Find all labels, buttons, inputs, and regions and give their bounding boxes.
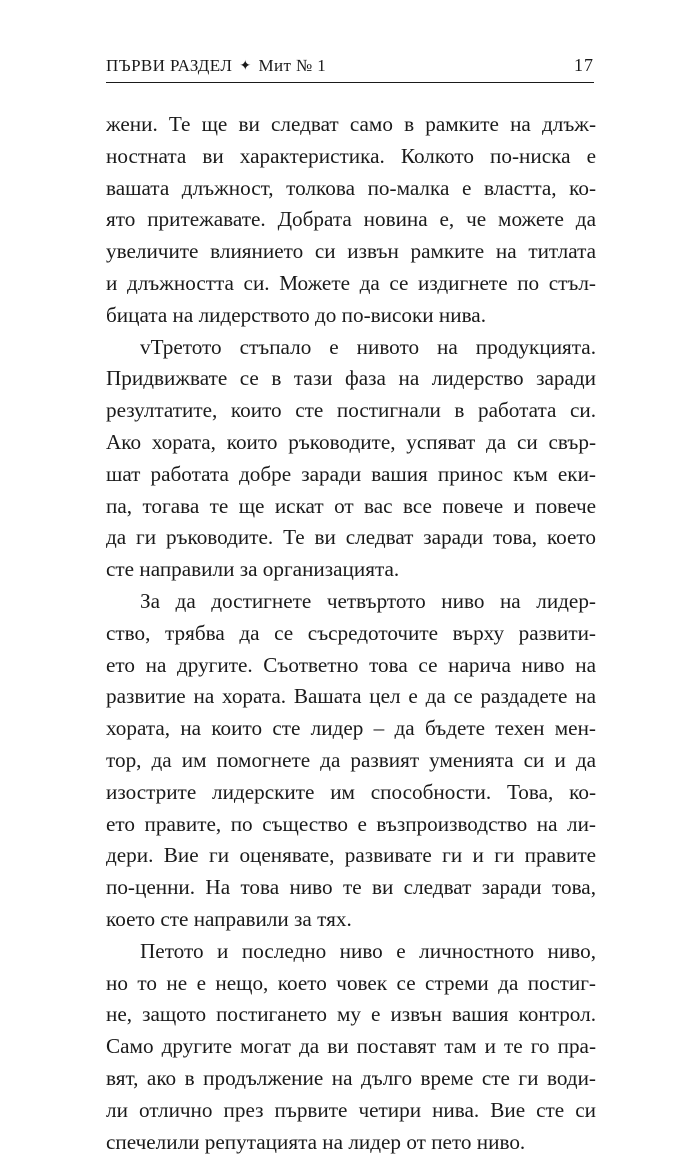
text-line: да ги ръководите. Те ви следват заради това, което xyxy=(106,525,596,550)
text-line: и длъжността си. Можете да се издигнете по стъл- xyxy=(106,270,596,295)
text-line: ли отлично през първите четири нива. Вие сте си xyxy=(106,1097,596,1122)
text-line: ето правите, по същество е възпроизводство на ли- xyxy=(106,811,596,836)
text-line: жени. Те ще ви следват само в рамките на длъж- xyxy=(106,112,596,136)
text-line: vТретото стъпало е нивото на продукцията. xyxy=(140,334,596,359)
text-line: па, тогава те ще искат от вас все повече и повече xyxy=(106,493,596,518)
text-line: по-ценни. На това ниво те ви следват заради това, xyxy=(106,875,596,900)
text-line: ето на другите. Съответно това се нарича ниво на xyxy=(106,652,596,677)
text-line: Ако хората, които ръководите, успяват да си свър- xyxy=(106,429,596,454)
four-point-star-icon: ✦ xyxy=(239,59,252,74)
page-number: 17 xyxy=(574,55,594,75)
text-line: бицата на лидерството до по-високи нива. xyxy=(106,302,486,327)
text-line: увеличите влиянието си извън рамките на титлата xyxy=(106,239,596,264)
section-title: ПЪРВИ РАЗДЕЛ xyxy=(106,56,233,75)
text-line: вят, ако в продължение на дълго време сте ги води- xyxy=(106,1065,596,1090)
text-line: Петото и последно ниво е личностното ниво, xyxy=(140,938,596,963)
body-text xyxy=(106,109,596,1158)
text-line: Само другите могат да ви поставят там и те го пра- xyxy=(106,1034,596,1059)
text-line: Придвижвате се в тази фаза на лидерство заради xyxy=(106,366,596,391)
text-line: ностната ви характеристика. Колкото по-ниска е xyxy=(106,143,596,168)
text-line: ято притежавате. Добрата новина е, че можете да xyxy=(106,207,596,232)
text-line: изострите лидерските им способности. Това, ко- xyxy=(106,779,596,804)
header-rule xyxy=(106,82,594,83)
text-line: не, защото постигането му е извън вашия контрол. xyxy=(106,1002,596,1027)
text-line: резултатите, които сте постигнали в работата си. xyxy=(106,398,596,423)
text-line: сте направили за организацията. xyxy=(106,557,400,582)
text-line: дери. Вие ги оценявате, развивате ги и ги правите xyxy=(106,843,596,868)
text-line: тор, да им помогнете да развият уменията си и да xyxy=(106,747,596,772)
text-line: хората, на които сте лидер – да бъдете техен мен- xyxy=(106,716,596,741)
text-line: развитие на хората. Вашата цел е да се раздадете на xyxy=(106,684,596,709)
running-head-left xyxy=(106,56,326,76)
text-line: спечелили репутацията на лидер от пето ниво. xyxy=(106,1129,526,1154)
text-line: но то не е нещо, което човек се стреми да постиг- xyxy=(106,970,596,995)
text-line: ство, трябва да се съсредоточите върху развити- xyxy=(106,620,596,645)
text-line: което сте направили за тях. xyxy=(106,906,352,931)
text-line: шат работата добре заради вашия принос към еки- xyxy=(106,461,596,486)
text-line: вашата длъжност, толкова по-малка е властта, ко- xyxy=(106,175,596,200)
text-line: За да достигнете четвъртото ниво на лидер- xyxy=(140,588,596,613)
running-head xyxy=(106,52,594,76)
chapter-title: Мит № 1 xyxy=(258,56,327,75)
